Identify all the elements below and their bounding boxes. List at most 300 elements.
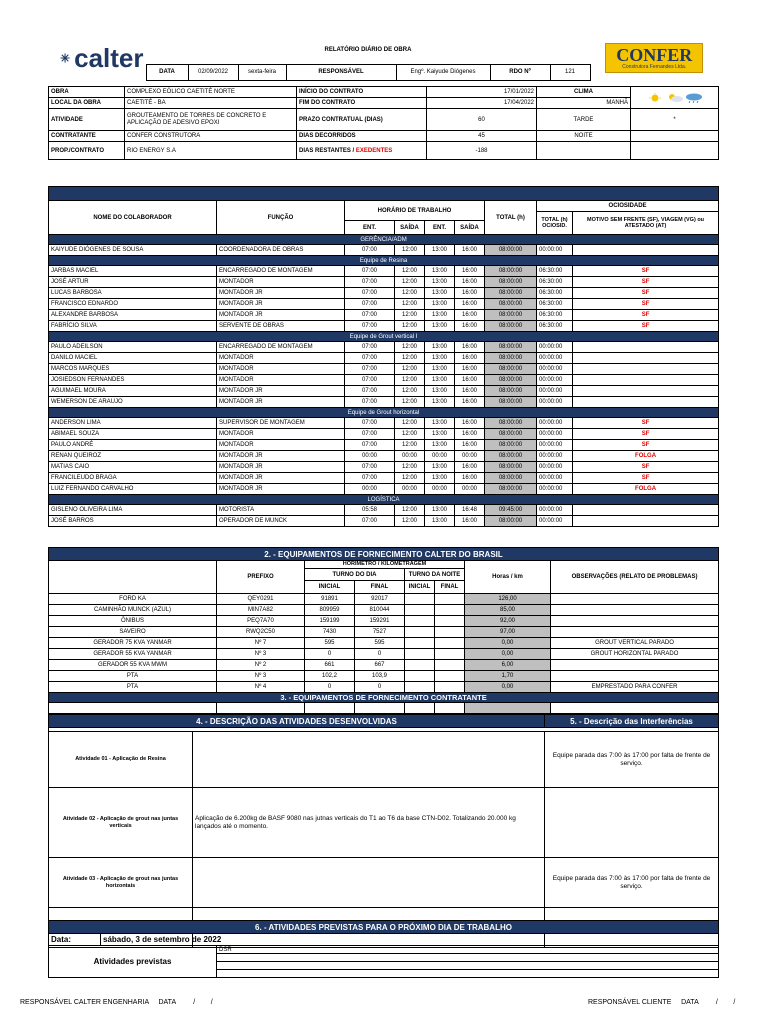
- day-final: 92017: [355, 594, 405, 605]
- idle-hours: 00:00:00: [537, 473, 573, 484]
- col-obs: OBSERVAÇÕES (RELATO DE PROBLEMAS): [551, 561, 719, 594]
- equipment-row: [49, 594, 719, 605]
- total-hours: 08:00:00: [485, 310, 537, 321]
- restantes-label: DIAS RESTANTES / EXEDENTES: [297, 142, 427, 160]
- activity-description: [193, 858, 545, 908]
- time-in-2: 13:00: [425, 462, 455, 473]
- activity-row: [49, 788, 719, 858]
- time-in-1: 07:00: [345, 462, 395, 473]
- tarde-mark: *: [631, 109, 719, 131]
- staff-row: [49, 473, 719, 484]
- staff-name: MARCOS MARQUES: [49, 364, 217, 375]
- idle-hours: 00:00:00: [537, 418, 573, 429]
- time-in-2: 13:00: [425, 321, 455, 332]
- staff-name: ALEXANDRE BARBOSA: [49, 310, 217, 321]
- total-hours: 08:00:00: [485, 397, 537, 408]
- equipment-name: CAMINHÃO MUNCK (AZUL): [49, 605, 217, 616]
- time-out-2: 16:00: [455, 440, 485, 451]
- total-hours: 08:00:00: [485, 288, 537, 299]
- idle-reason: SF: [573, 288, 719, 299]
- time-in-1: 05:58: [345, 505, 395, 516]
- day-final: 810044: [355, 605, 405, 616]
- equipment-name: GERADOR 75 KVA YANMAR: [49, 638, 217, 649]
- staff-row: [49, 245, 719, 256]
- equipment-prefix: Nº 2: [217, 660, 305, 671]
- time-out-1: 12:00: [395, 505, 425, 516]
- activity-row: [49, 858, 719, 908]
- staff-function: MONTADOR: [217, 277, 345, 288]
- idle-reason: SF: [573, 418, 719, 429]
- staff-row: [49, 321, 719, 332]
- day-final: 7527: [355, 627, 405, 638]
- activities-title: 4. - DESCRIÇÃO DAS ATIVIDADES DESENVOLVIDAS: [49, 715, 545, 728]
- total-hours: 08:00:00: [485, 277, 537, 288]
- time-out-2: 16:00: [455, 342, 485, 353]
- equipment-prefix: RWQ2C50: [217, 627, 305, 638]
- time-in-1: 07:00: [345, 429, 395, 440]
- time-in-2: 13:00: [425, 473, 455, 484]
- night-final: [435, 649, 465, 660]
- col-inicial-dia: INICIAL: [305, 581, 355, 594]
- equipment-name: PTA: [49, 682, 217, 693]
- idle-hours: 00:00:00: [537, 364, 573, 375]
- staff-name: AGUIMAEL MOURA: [49, 386, 217, 397]
- obra-value: COMPLEXO EÓLICO CAETITÉ NORTE: [125, 87, 297, 98]
- time-out-2: 16:00: [455, 375, 485, 386]
- fim-label: FIM DO CONTRATO: [297, 98, 427, 109]
- time-in-2: 13:00: [425, 277, 455, 288]
- group-title: Equipe de Grout horizontal: [49, 408, 719, 418]
- night-final: [435, 682, 465, 693]
- staff-function: MONTADOR: [217, 364, 345, 375]
- night-final: [435, 616, 465, 627]
- idle-reason: SF: [573, 440, 719, 451]
- time-in-2: 13:00: [425, 397, 455, 408]
- time-out-1: 12:00: [395, 321, 425, 332]
- idle-hours: 00:00:00: [537, 451, 573, 462]
- next-date-value: sábado, 3 de setembro de 2022: [101, 934, 719, 946]
- day-initial: 0: [305, 682, 355, 693]
- time-in-2: 00:00: [425, 484, 455, 495]
- prop-label: PROP./CONTRATO: [49, 142, 125, 160]
- equipment-table: [48, 547, 719, 714]
- time-out-2: 16:00: [455, 321, 485, 332]
- inicio-value: 17/01/2022: [427, 87, 537, 98]
- weather-icons: [631, 87, 719, 109]
- staff-row: [49, 342, 719, 353]
- time-out-2: 16:00: [455, 277, 485, 288]
- staff-name: DANILO MACIEL: [49, 353, 217, 364]
- idle-reason: FOLGA: [573, 484, 719, 495]
- time-in-2: 13:00: [425, 310, 455, 321]
- time-in-2: 13:00: [425, 429, 455, 440]
- night-final: [435, 627, 465, 638]
- idle-reason: [573, 353, 719, 364]
- col-total: TOTAL (h): [485, 201, 537, 235]
- time-in-2: 13:00: [425, 418, 455, 429]
- report-weekday: sexta-feira: [238, 64, 286, 80]
- tarde-label: TARDE: [537, 109, 631, 131]
- activity-description: Aplicação de 6.200kg de BASF 9080 nas jutnas verticais do T1 ao T6 da base CTN-D02. Totalizando 20.000 kg lançados até o momento.: [193, 788, 545, 858]
- total-hours: 08:00:00: [485, 516, 537, 527]
- time-in-1: 07:00: [345, 364, 395, 375]
- staff-function: MONTADOR JR: [217, 310, 345, 321]
- calter-star-icon: [60, 48, 70, 68]
- day-final: 667: [355, 660, 405, 671]
- decorridos-label: DIAS DECORRIDOS: [297, 131, 427, 142]
- day-initial: 159199: [305, 616, 355, 627]
- next-activity-2: [217, 954, 719, 962]
- report-title: RELATÓRIO DIÁRIO DE OBRA: [324, 46, 412, 53]
- col-nome: NOME DO COLABORADOR: [49, 201, 217, 235]
- col-saida2: SAÍDA: [455, 221, 485, 235]
- col-funcao: FUNÇÃO: [217, 201, 345, 235]
- day-final: 103,9: [355, 671, 405, 682]
- col-prefixo: PREFIXO: [217, 561, 305, 594]
- idle-reason: SF: [573, 266, 719, 277]
- equipment-name: ÔNIBUS: [49, 616, 217, 627]
- group-title: GERÊNCIA/ADM: [49, 235, 719, 245]
- col-inicial-noite: INICIAL: [405, 581, 435, 594]
- equipment-row: [49, 605, 719, 616]
- staff-name: PAULO ADEILSON: [49, 342, 217, 353]
- total-hours: 08:00:00: [485, 418, 537, 429]
- staff-function: COORDENADORA DE OBRAS: [217, 245, 345, 256]
- time-out-2: 16:00: [455, 473, 485, 484]
- staff-name: WEMERSON DE ARAUJO: [49, 397, 217, 408]
- equipment-obs: [551, 627, 719, 638]
- night-initial: [405, 671, 435, 682]
- night-initial: [405, 627, 435, 638]
- time-in-1: 07:00: [345, 245, 395, 256]
- night-final: [435, 638, 465, 649]
- total-hours: 08:00:00: [485, 245, 537, 256]
- footer-calter-signature: RESPONSÁVEL CALTER ENGENHARIA DATA / /: [20, 999, 213, 1006]
- idle-hours: 06:30:00: [537, 266, 573, 277]
- equipment-row: [49, 649, 719, 660]
- idle-reason: SF: [573, 299, 719, 310]
- equipment-row: [49, 627, 719, 638]
- idle-reason: SF: [573, 277, 719, 288]
- night-initial: [405, 605, 435, 616]
- total-hours: 08:00:00: [485, 375, 537, 386]
- time-in-2: 13:00: [425, 342, 455, 353]
- equipment-obs: [551, 594, 719, 605]
- night-initial: [405, 649, 435, 660]
- equipment-name: FORD KA: [49, 594, 217, 605]
- equipment-name: SAVEIRO: [49, 627, 217, 638]
- staff-name: ANDERSON LIMA: [49, 418, 217, 429]
- day-initial: 7430: [305, 627, 355, 638]
- time-in-1: 07:00: [345, 299, 395, 310]
- idle-reason: SF: [573, 321, 719, 332]
- time-in-2: 13:00: [425, 288, 455, 299]
- col-ent1: ENT.: [345, 221, 395, 235]
- time-in-2: 13:00: [425, 364, 455, 375]
- time-in-1: 07:00: [345, 342, 395, 353]
- staff-row: [49, 266, 719, 277]
- idle-reason: [573, 364, 719, 375]
- time-out-2: 16:00: [455, 418, 485, 429]
- day-final: 0: [355, 649, 405, 660]
- staff-name: JOSÉ ARTUR: [49, 277, 217, 288]
- staff-function: SUPERVISOR DE MONTAGEM: [217, 418, 345, 429]
- total-hours: 09:45:00: [485, 505, 537, 516]
- time-in-2: 13:00: [425, 505, 455, 516]
- equipment3-title: 3. - EQUIPAMENTOS DE FORNECIMENTO CONTRATANTE: [49, 693, 719, 703]
- prop-value: RIO ENERGY S.A: [125, 142, 297, 160]
- idle-hours: 00:00:00: [537, 484, 573, 495]
- col-turno-noite: TURNO DA NOITE: [405, 568, 465, 581]
- time-in-1: 00:00: [345, 484, 395, 495]
- total-hours: 08:00:00: [485, 473, 537, 484]
- idle-hours: 06:30:00: [537, 321, 573, 332]
- time-in-2: 13:00: [425, 353, 455, 364]
- day-initial: 102,2: [305, 671, 355, 682]
- manha-label: MANHÃ: [537, 98, 631, 109]
- col-total-ocio: TOTAL (h) OCIOSID.: [537, 212, 573, 235]
- time-in-1: 07:00: [345, 277, 395, 288]
- staff-name: KAIYUDE DIÓGENES DE SOUSA: [49, 245, 217, 256]
- idle-reason: [573, 505, 719, 516]
- equipment-obs: GROUT VERTICAL PARADO: [551, 638, 719, 649]
- time-in-1: 07:00: [345, 386, 395, 397]
- time-out-1: 12:00: [395, 310, 425, 321]
- idle-hours: 00:00:00: [537, 245, 573, 256]
- staff-function: MONTADOR: [217, 440, 345, 451]
- staff-name: JOSÉ BARROS: [49, 516, 217, 527]
- staff-function: MONTADOR JR: [217, 288, 345, 299]
- day-initial: 0: [305, 649, 355, 660]
- col-saida1: SAÍDA: [395, 221, 425, 235]
- activity-description: [193, 732, 545, 788]
- time-in-1: 07:00: [345, 266, 395, 277]
- staff-name: PAULO ANDRÉ: [49, 440, 217, 451]
- col-final-noite: FINAL: [435, 581, 465, 594]
- idle-hours: 00:00:00: [537, 505, 573, 516]
- time-out-1: 12:00: [395, 342, 425, 353]
- time-out-2: 16:00: [455, 516, 485, 527]
- activity-name: Atividade 03 - Aplicação de grout nas juntas horizontais: [49, 858, 193, 908]
- staff-name: GISLENO OLIVEIRA LIMA: [49, 505, 217, 516]
- idle-hours: 00:00:00: [537, 429, 573, 440]
- idle-hours: 00:00:00: [537, 375, 573, 386]
- fim-value: 17/04/2022: [427, 98, 537, 109]
- idle-hours: 06:30:00: [537, 288, 573, 299]
- time-out-1: 12:00: [395, 375, 425, 386]
- clima-label: CLIMA: [537, 87, 631, 98]
- idle-hours: 06:30:00: [537, 299, 573, 310]
- idle-reason: [573, 516, 719, 527]
- staff-function: OPERADOR DE MUNCK: [217, 516, 345, 527]
- total-hours: 08:00:00: [485, 342, 537, 353]
- col-horas: Horas / km: [465, 561, 551, 594]
- time-in-1: 07:00: [345, 418, 395, 429]
- night-initial: [405, 682, 435, 693]
- hours-km: 97,00: [465, 627, 551, 638]
- equipment-name: PTA: [49, 671, 217, 682]
- next-title: 6. - ATIVIDADES PREVISTAS PARA O PRÓXIMO DIA DE TRABALHO: [49, 921, 719, 934]
- equipment-obs: GROUT HORIZONTAL PARADO: [551, 649, 719, 660]
- time-out-2: 16:00: [455, 397, 485, 408]
- header-table: [48, 36, 718, 81]
- equipment-obs: [551, 605, 719, 616]
- equipment-obs: [551, 671, 719, 682]
- staff-function: MONTADOR: [217, 375, 345, 386]
- staff-name: JARBAS MACIEL: [49, 266, 217, 277]
- idle-hours: 00:00:00: [537, 386, 573, 397]
- time-out-1: 12:00: [395, 429, 425, 440]
- idle-hours: 06:30:00: [537, 277, 573, 288]
- time-in-2: 13:00: [425, 299, 455, 310]
- time-out-1: 12:00: [395, 418, 425, 429]
- hours-km: 0,00: [465, 638, 551, 649]
- staff-row: [49, 386, 719, 397]
- idle-hours: 00:00:00: [537, 397, 573, 408]
- idle-hours: 06:30:00: [537, 310, 573, 321]
- total-hours: 08:00:00: [485, 364, 537, 375]
- activity-name: Atividade 01 - Aplicação de Resina: [49, 732, 193, 788]
- day-initial: 91891: [305, 594, 355, 605]
- time-in-1: 07:00: [345, 516, 395, 527]
- confer-logo: CONFER Construtora Fernandes Ltda.: [605, 43, 703, 73]
- idle-reason: [573, 386, 719, 397]
- time-out-2: 16:00: [455, 353, 485, 364]
- total-hours: 08:00:00: [485, 462, 537, 473]
- staff-row: [49, 484, 719, 495]
- next-day-table: [48, 920, 719, 978]
- time-in-2: 13:00: [425, 375, 455, 386]
- time-out-1: 12:00: [395, 245, 425, 256]
- hours-km: 6,00: [465, 660, 551, 671]
- group-title: Equipe de Grout vertical I: [49, 332, 719, 342]
- total-hours: 08:00:00: [485, 484, 537, 495]
- equipment-prefix: PEQ7A70: [217, 616, 305, 627]
- night-initial: [405, 660, 435, 671]
- night-initial: [405, 594, 435, 605]
- equipment-obs: EMPRESTADO PARA CONFER: [551, 682, 719, 693]
- staff-row: [49, 277, 719, 288]
- col-final-dia: FINAL: [355, 581, 405, 594]
- activity-name: Atividade 02 - Aplicação de grout nas juntas verticais: [49, 788, 193, 858]
- idle-reason: SF: [573, 473, 719, 484]
- day-initial: 661: [305, 660, 355, 671]
- idle-reason: [573, 375, 719, 386]
- day-final: 0: [355, 682, 405, 693]
- equipment-row: [49, 638, 719, 649]
- staff-row: [49, 288, 719, 299]
- activities-table: [48, 714, 719, 948]
- time-out-2: 16:00: [455, 288, 485, 299]
- activity-interference: Equipe parada das 7:00 às 17:00 por falta de frente de serviço.: [545, 732, 719, 788]
- local-value: CAETITÉ - BA: [125, 98, 297, 109]
- staff-row: [49, 429, 719, 440]
- time-in-1: 07:00: [345, 310, 395, 321]
- time-in-2: 13:00: [425, 266, 455, 277]
- staff-function: MONTADOR: [217, 429, 345, 440]
- staff-row: [49, 397, 719, 408]
- staff-name: LUCAS BARBOSA: [49, 288, 217, 299]
- staff-row: [49, 451, 719, 462]
- night-initial: [405, 616, 435, 627]
- hours-km: 0,00: [465, 682, 551, 693]
- col-horario: HORÁRIO DE TRABALHO: [345, 201, 485, 221]
- hours-km: 85,00: [465, 605, 551, 616]
- time-out-2: 16:00: [455, 429, 485, 440]
- rdo-label: RDO Nº: [490, 64, 550, 80]
- time-out-1: 12:00: [395, 473, 425, 484]
- time-out-2: 00:00: [455, 451, 485, 462]
- calter-logo: calter: [50, 43, 144, 74]
- hours-km: 1,70: [465, 671, 551, 682]
- total-hours: 08:00:00: [485, 440, 537, 451]
- total-hours: 08:00:00: [485, 299, 537, 310]
- hours-km: 126,00: [465, 594, 551, 605]
- total-hours: 08:00:00: [485, 266, 537, 277]
- staff-row: [49, 299, 719, 310]
- time-out-1: 00:00: [395, 451, 425, 462]
- next-date-label: Data:: [49, 934, 101, 946]
- time-in-1: 07:00: [345, 321, 395, 332]
- time-out-2: 16:00: [455, 386, 485, 397]
- date-label: DATA: [146, 64, 188, 80]
- col-ociosidade: OCIOSIDADE: [537, 201, 719, 212]
- staff-row: [49, 418, 719, 429]
- equipment-obs: [551, 660, 719, 671]
- next-activities-label: Atividades previstas: [49, 946, 217, 978]
- day-final: 595: [355, 638, 405, 649]
- staff-name: JOSIEDSON FERNANDES: [49, 375, 217, 386]
- atividade-value: GROUTEAMENTO DE TORRES DE CONCRETO E APLICAÇÃO DE ADESIVO EPOXI: [125, 109, 297, 131]
- idle-reason: [573, 397, 719, 408]
- hours-km: 92,00: [465, 616, 551, 627]
- time-in-1: 07:00: [345, 353, 395, 364]
- staff-function: SERVENTE DE OBRAS: [217, 321, 345, 332]
- rdo-number: 121: [550, 64, 590, 80]
- idle-hours: 00:00:00: [537, 440, 573, 451]
- equipment-prefix: Nº 7: [217, 638, 305, 649]
- equipment-prefix: MIN7A82: [217, 605, 305, 616]
- time-in-2: 13:00: [425, 245, 455, 256]
- time-in-1: 07:00: [345, 288, 395, 299]
- equipment-prefix: Nº 3: [217, 649, 305, 660]
- total-hours: 08:00:00: [485, 451, 537, 462]
- staff-name: FABRÍCIO SILVA: [49, 321, 217, 332]
- time-out-1: 12:00: [395, 516, 425, 527]
- staff-name: FRANCILEUDO BRAGA: [49, 473, 217, 484]
- group-title: Equipe de Resina: [49, 256, 719, 266]
- idle-hours: 00:00:00: [537, 353, 573, 364]
- idle-hours: 00:00:00: [537, 342, 573, 353]
- prazo-label: PRAZO CONTRATUAL (DIAS): [297, 109, 427, 131]
- time-out-2: 16:00: [455, 310, 485, 321]
- time-out-1: 12:00: [395, 288, 425, 299]
- equipment-prefix: Nº 4: [217, 682, 305, 693]
- responsible-name: Engº. Kaiyude Diógenes: [396, 64, 490, 80]
- decorridos-value: 45: [427, 131, 537, 142]
- time-out-1: 12:00: [395, 386, 425, 397]
- noite-label: NOITE: [537, 131, 631, 142]
- staff-function: MONTADOR: [217, 353, 345, 364]
- staff-row: [49, 310, 719, 321]
- time-out-2: 16:48: [455, 505, 485, 516]
- total-hours: 08:00:00: [485, 321, 537, 332]
- staff-function: ENCARREGADO DE MONTAGEM: [217, 266, 345, 277]
- staff-function: MONTADOR JR: [217, 462, 345, 473]
- staff-name: MATIAS CAIO: [49, 462, 217, 473]
- col-ent2: ENT.: [425, 221, 455, 235]
- responsible-label: RESPONSÁVEL: [286, 64, 396, 80]
